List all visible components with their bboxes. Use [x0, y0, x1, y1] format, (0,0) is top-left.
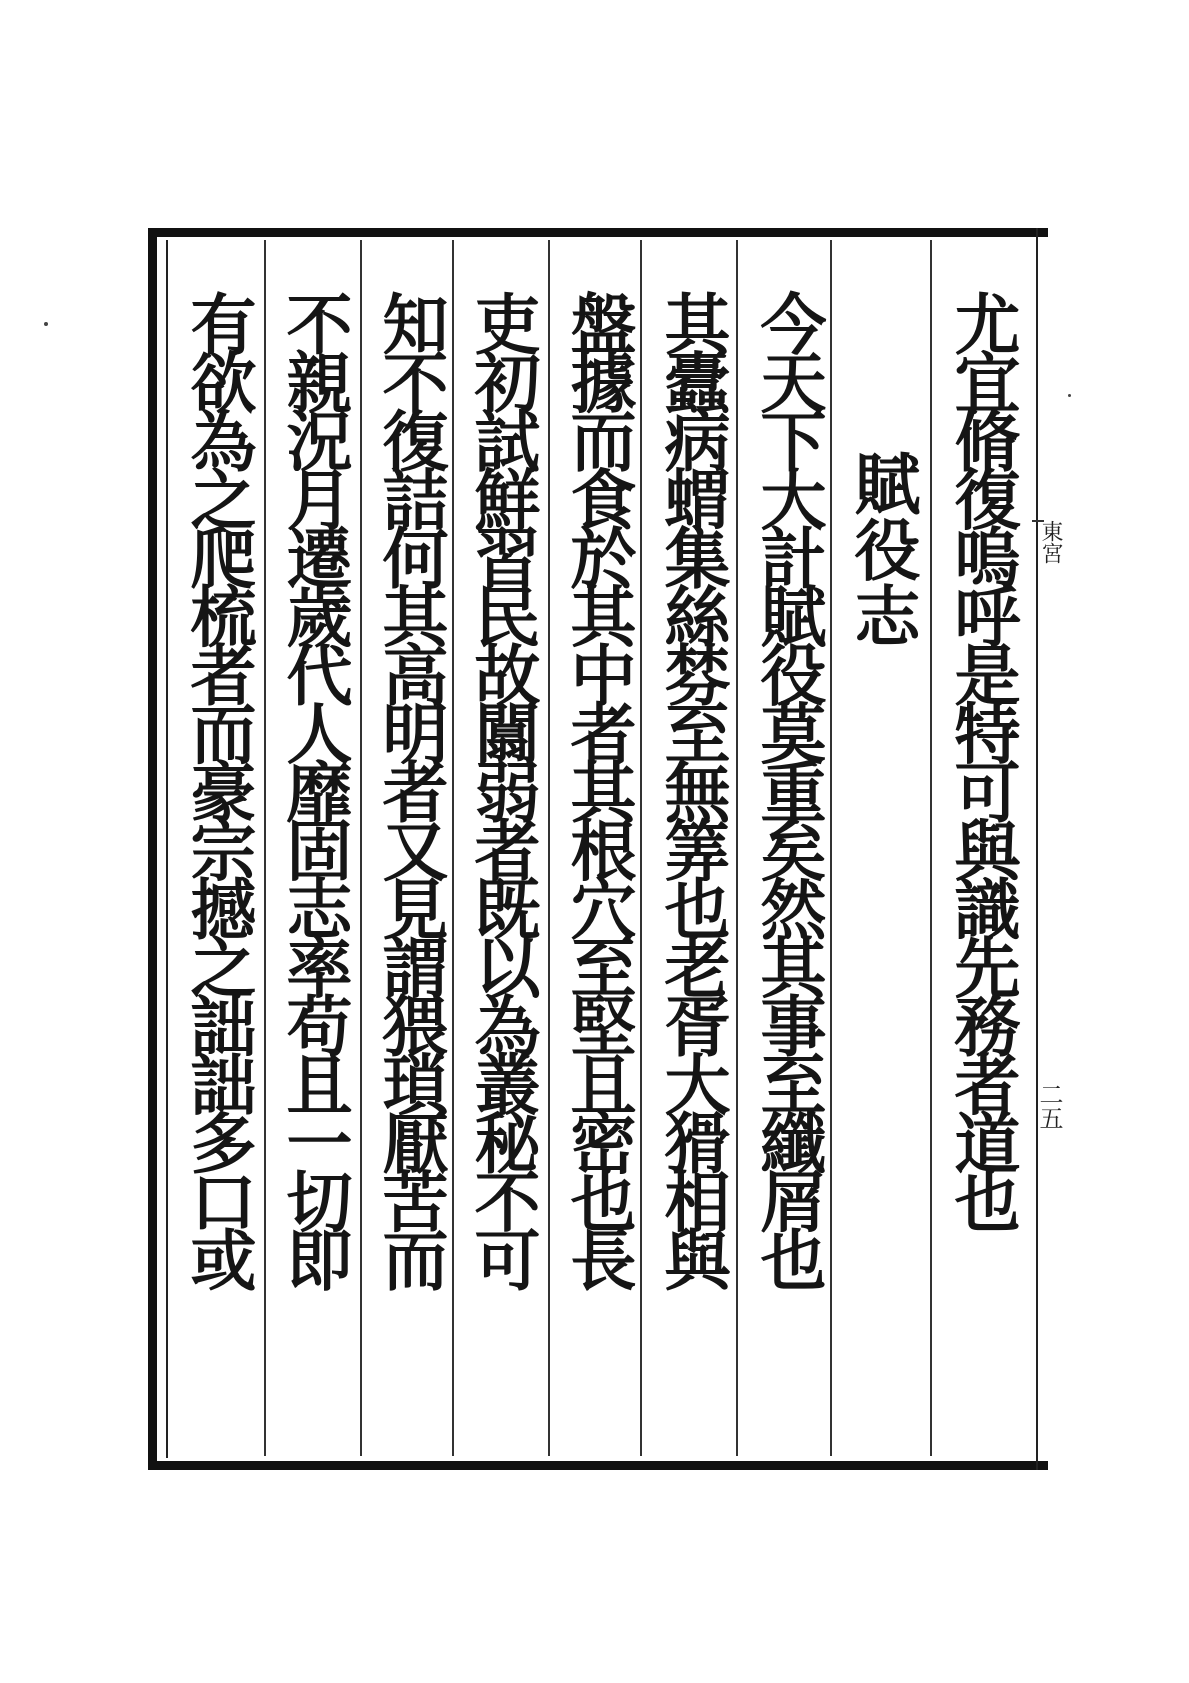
- column-rule: [360, 240, 362, 1456]
- text-column-6: 吏初試鮮習民故闒弱者既以為叢秘不可: [463, 290, 541, 1285]
- page-number: 二五: [1035, 1082, 1063, 1130]
- text-column-5: 盤據而食於其中者其根穴至堅且密也長: [559, 290, 637, 1285]
- fold-title: 東宮: [1038, 520, 1063, 564]
- text-column-9: 有欲為之爬梳者而豪宗撼之詘詘多口或: [179, 290, 257, 1285]
- column-rule: [640, 240, 642, 1456]
- column-rule: [548, 240, 550, 1456]
- text-column-1: 尤宜脩復嗚呼是特可與識先務者道也: [943, 290, 1021, 1226]
- text-column-3: 今天下大計賦役莫重矣然其事至纖屑也: [749, 290, 827, 1285]
- column-rule: [264, 240, 266, 1456]
- column-rule: [930, 240, 932, 1456]
- text-column-8: 不親況月遷歲代人靡固志率苟且一切即: [275, 290, 353, 1285]
- text-column-7: 知不復詰何其高明者又見謂猥瑣厭苦而: [371, 290, 449, 1285]
- column-rule: [736, 240, 738, 1456]
- ink-speck: [44, 322, 48, 326]
- fold-margin: [1036, 228, 1056, 1470]
- frame-inner-rule: [166, 240, 168, 1458]
- section-heading: 賦役志: [843, 450, 921, 648]
- column-rule: [830, 240, 832, 1456]
- text-column-4: 其蠹病蝟集絲棼至無筭也老胥大猾相與: [653, 290, 731, 1285]
- column-rule: [452, 240, 454, 1456]
- ink-speck: [1068, 394, 1071, 397]
